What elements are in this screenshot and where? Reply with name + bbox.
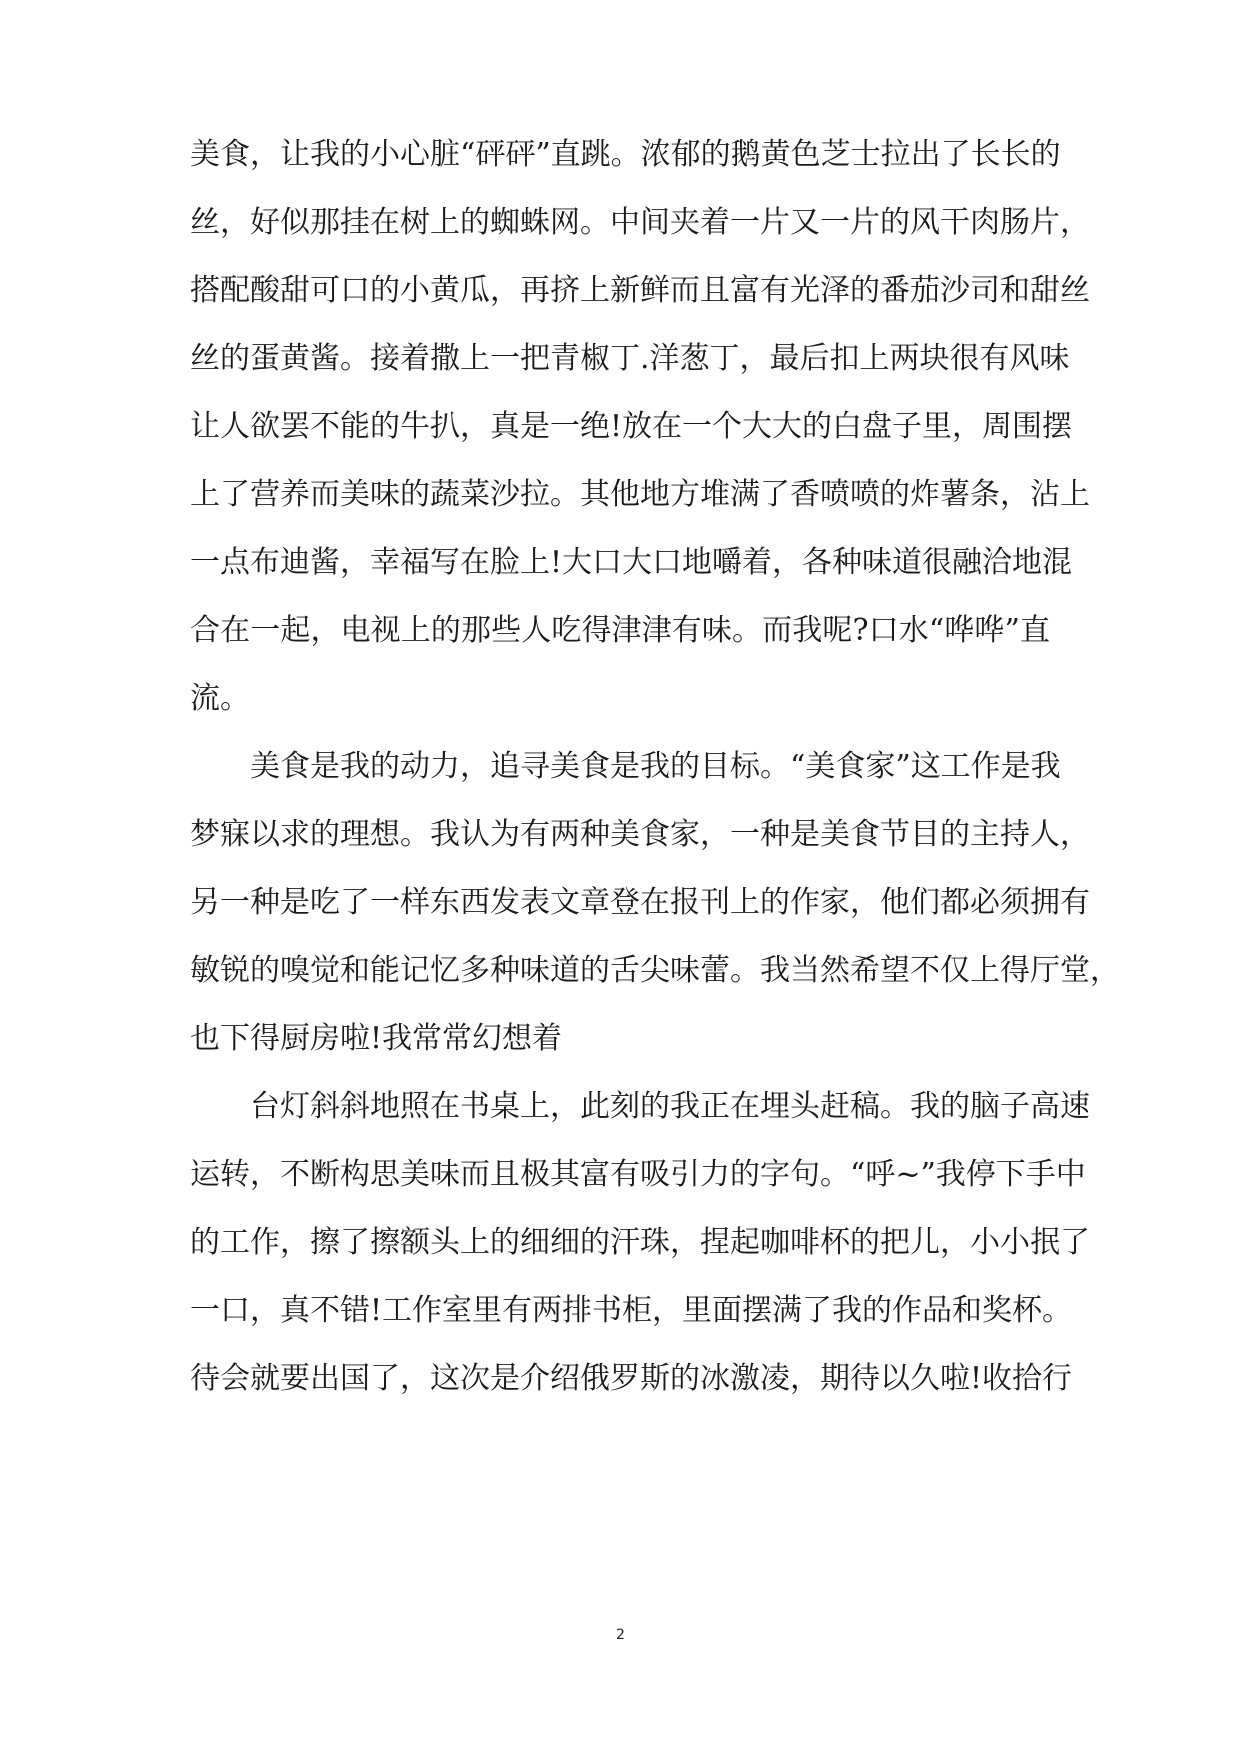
paragraph-3-line-3: 的工作，擦了擦额头上的细细的汗珠，捏起咖啡杯的把儿，小小抿了 xyxy=(190,1225,1090,1260)
paragraph-2-line-3: 另一种是吃了一样东西发表文章登在报刊上的作家，他们都必须拥有 xyxy=(190,885,1090,920)
paragraph-3-line-4: 一口，真不错!工作室里有两排书柜，里面摆满了我的作品和奖杯。 xyxy=(190,1293,1073,1328)
paragraph-2-line-1: 美食是我的动力，追寻美食是我的目标。“美食家”这工作是我 xyxy=(250,749,1061,784)
paragraph-1-line-5: 让人欲罢不能的牛扒，真是一绝!放在一个大大的白盘子里，周围摆 xyxy=(190,409,1073,444)
paragraph-2-line-4: 敏锐的嗅觉和能记忆多种味道的舌尖味蕾。我当然希望不仅上得厅堂， xyxy=(190,953,1120,988)
paragraph-1-line-7: 一点布迪酱，幸福写在脸上!大口大口地嚼着，各种味道很融洽地混 xyxy=(190,545,1073,580)
paragraph-1-line-1: 美食，让我的小心脏“砰砰”直跳。浓郁的鹅黄色芝士拉出了长长的 xyxy=(190,137,1061,172)
paragraph-1-line-8: 合在一起，电视上的那些人吃得津津有味。而我呢?口水“哗哗”直 xyxy=(190,613,1050,648)
paragraph-3-line-5: 待会就要出国了，这次是介绍俄罗斯的冰激凌，期待以久啦!收拾行 xyxy=(190,1361,1073,1396)
paragraph-1-line-2: 丝，好似那挂在树上的蜘蛛网。中间夹着一片又一片的风干肉肠片， xyxy=(190,205,1090,240)
paragraph-1-line-9: 流。 xyxy=(190,681,250,716)
paragraph-2-line-5: 也下得厨房啦!我常常幻想着 xyxy=(190,1021,563,1056)
paragraph-3-line-2: 运转，不断构思美味而且极其富有吸引力的字句。“呼~”我停下手中 xyxy=(190,1157,1086,1192)
paragraph-3-line-1: 台灯斜斜地照在书桌上，此刻的我正在埋头赶稿。我的脑子高速 xyxy=(250,1089,1090,1124)
paragraph-2-line-2: 梦寐以求的理想。我认为有两种美食家，一种是美食节目的主持人， xyxy=(190,817,1090,852)
paragraph-1-line-6: 上了营养而美味的蔬菜沙拉。其他地方堆满了香喷喷的炸薯条，沾上 xyxy=(190,477,1090,512)
paragraph-1-line-3: 搭配酸甜可口的小黄瓜，再挤上新鲜而且富有光泽的番茄沙司和甜丝 xyxy=(190,273,1090,308)
page-number: 2 xyxy=(616,1627,625,1643)
paragraph-1-line-4: 丝的蛋黄酱。接着撒上一把青椒丁.洋葱丁，最后扣上两块很有风味 xyxy=(190,341,1070,376)
